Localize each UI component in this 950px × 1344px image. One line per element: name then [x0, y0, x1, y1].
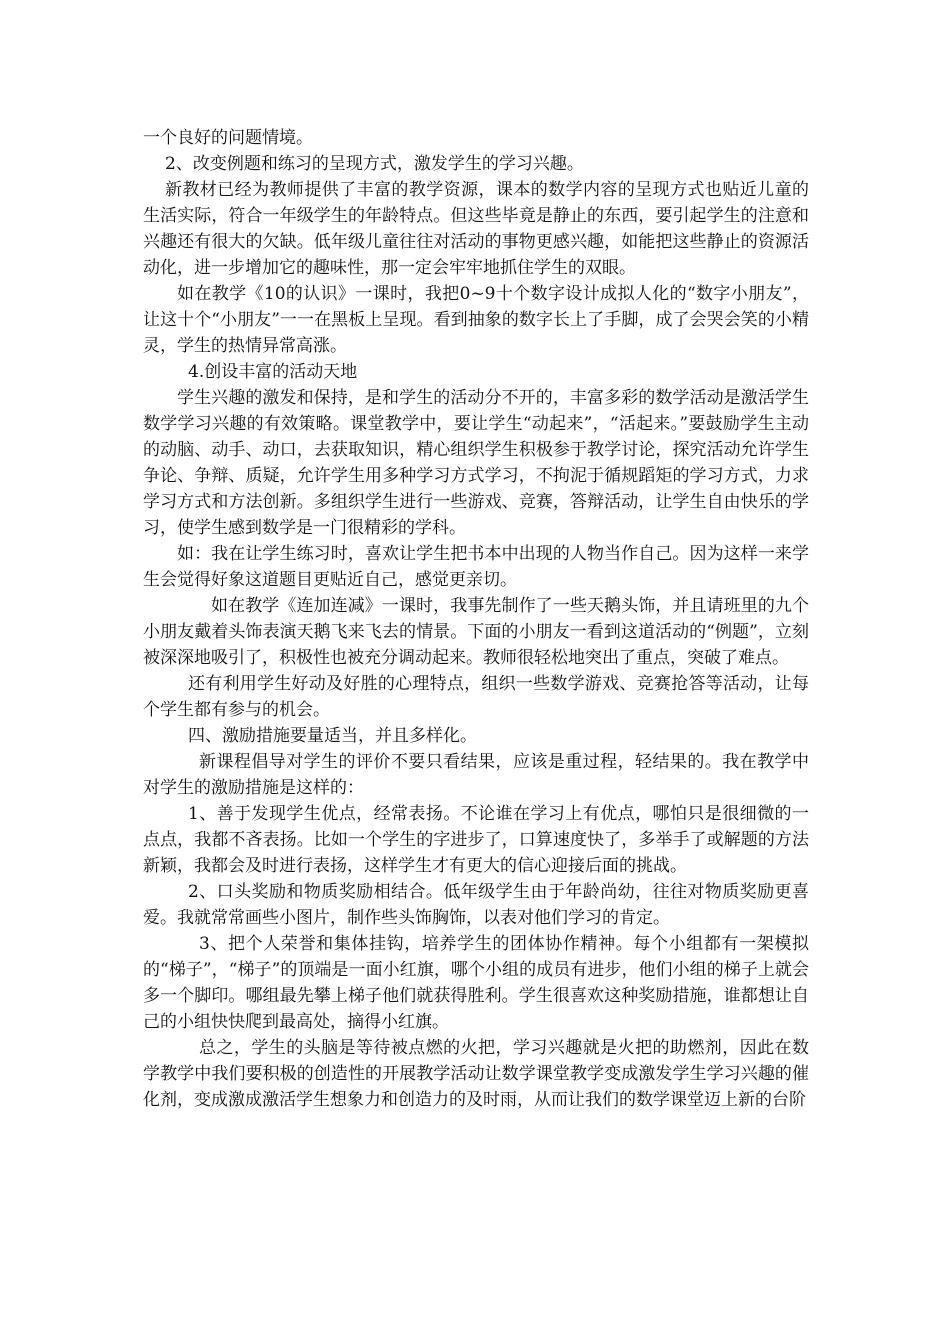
section-heading: 4.创设丰富的活动天地 — [188, 362, 358, 382]
paragraph: 如：我在让学生练习时，喜欢让学生把书本中出现的人物当作自己。因为这样一来学生会觉得好象这道题目更贴近自己，感觉更亲切。 — [143, 544, 809, 590]
paragraph: 新课程倡导对学生的评价不要只看结果，应该是重过程，轻结果的。我在教学中对学生的激励措施是这样的： — [143, 752, 809, 798]
paragraph: 1、善于发现学生优点，经常表扬。不论谁在学习上有优点，哪怕只是很细微的一点点，我都不吝表扬。比如一个学生的字进步了，口算速度快了，多举手了或解题的方法新颖，我都会及时进行表扬，这样学生才有更大的信心迎接后面的挑战。 — [143, 804, 809, 876]
paragraph: 如在教学《10的认识》一课时，我把0~9十个数字设计成拟人化的“数字小朋友”，让这十个“小朋友”一一在黑板上呈现。看到抽象的数字长上了手脚，成了会哭会笑的小精灵，学生的热情异常高涨。 — [143, 284, 809, 356]
paragraph: 如在教学《连加连减》一课时，我事先制作了一些天鹅头饰，并且请班里的九个小朋友戴着头饰表演天鹅飞来飞去的情景。下面的小朋友一看到这道活动的“例题”，立刻被深深地吸引了，积极性也被充分调动起来。教师很轻松地突出了重点，突破了难点。 — [143, 596, 809, 668]
paragraph: 3、把个人荣誉和集体挂钩，培养学生的团体协作精神。每个小组都有一架模拟的“梯子”，“梯子”的顶端是一面小红旗，哪个小组的成员有进步，他们小组的梯子上就会多一个脚印。哪组最先攀上梯子他们就获得胜利。学生很喜欢这种奖励措施，谁都想让自己的小组快快爬到最高处，摘得小红旗。 — [143, 934, 809, 1032]
document-body — [143, 125, 809, 1113]
section-heading: 四、激励措施要量适当，并且多样化。 — [188, 726, 477, 746]
paragraph: 2、口头奖励和物质奖励相结合。低年级学生由于年龄尚幼，往往对物质奖励更喜爱。我就常常画些小图片，制作些头饰胸饰，以表对他们学习的肯定。 — [143, 882, 809, 928]
paragraph: 新教材已经为教师提供了丰富的教学资源，课本的数学内容的呈现方式也贴近儿童的生活实际，符合一年级学生的年龄特点。但这些毕竟是静止的东西，要引起学生的注意和兴趣还有很大的欠缺。低年级儿童往往对活动的事物更感兴趣，如能把这些静止的资源活动化，进一步增加它的趣味性，那一定会牢牢地抓住学生的双眼。 — [143, 180, 809, 278]
paragraph: 总之，学生的头脑是等待被点燃的火把，学习兴趣就是火把的助燃剂，因此在数学教学中我们要积极的创造性的开展教学活动让数学课堂教学变成激发学生学习兴趣的催化剂，变成激成激活学生想象力和创造力的及时雨，从而让我们的数学课堂迈上新的台阶 — [143, 1038, 809, 1110]
paragraph: 2、改变例题和练习的呈现方式，激发学生的学习兴趣。 — [165, 154, 584, 174]
paragraph: 还有利用学生好动及好胜的心理特点，组织一些数学游戏、竞赛抢答等活动，让每个学生都有参与的机会。 — [143, 674, 809, 720]
paragraph: 一个良好的问题情境。 — [143, 128, 313, 148]
paragraph: 学生兴趣的激发和保持，是和学生的活动分不开的，丰富多彩的数学活动是激活学生数学学习兴趣的有效策略。课堂教学中，要让学生“动起来”，“活起来。”要鼓励学生主动的动脑、动手、动口，去获取知识，精心组织学生积极参于教学讨论，探究活动允许学生争论、争辩、质疑，允许学生用多种学习方式学习，不拘泥于循规蹈矩的学习方式，力求学习方式和方法创新。多组织学生进行一些游戏、竞赛，答辩活动，让学生自由快乐的学习，使学生感到数学是一门很精彩的学科。 — [143, 388, 809, 538]
